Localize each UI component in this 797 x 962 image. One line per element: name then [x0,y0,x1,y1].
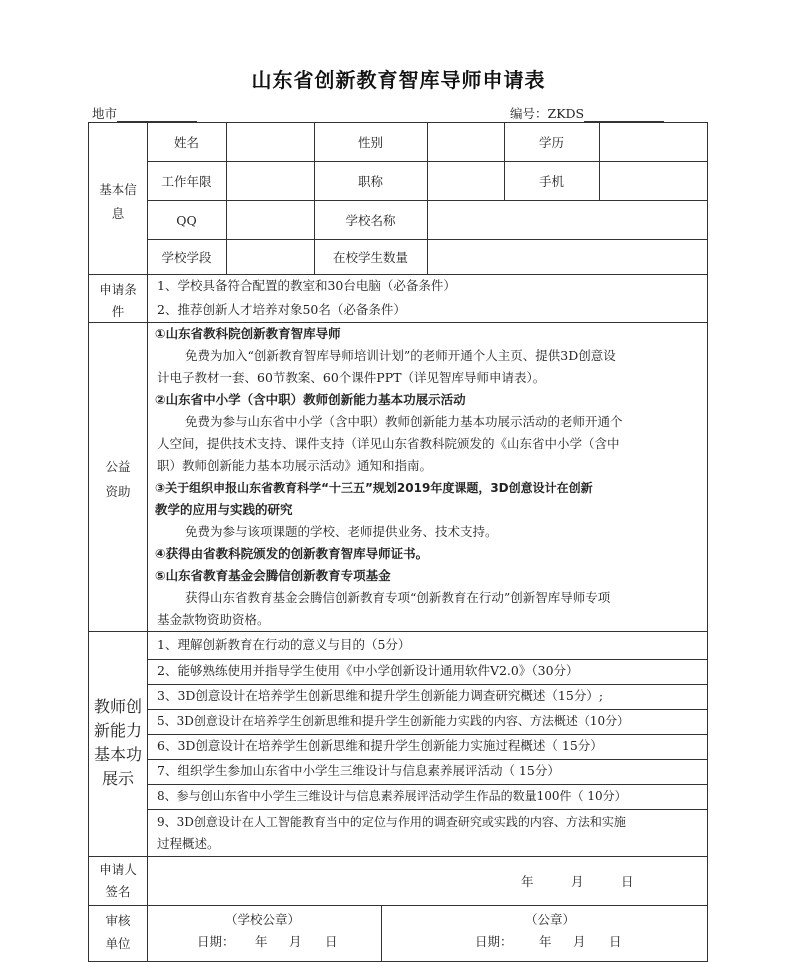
page-title: 山东省创新教育智库导师申请表 [251,68,546,92]
official-date-year: 年 [539,934,552,949]
skill-item: 3、3D创意设计在培养学生创新思维和提升学生创新能力调查研究概述（15分）; [157,688,604,703]
benefits-label-1: 公益 [105,459,131,474]
official-date-day: 日 [609,934,622,949]
serial-label: 编号： [510,106,548,121]
school-level-label: 学校学段 [161,250,212,265]
benefit-heading: ④获得由省教科院颁发的创新教育智库导师证书。 [155,546,429,561]
official-seal-label: （公章） [525,912,576,927]
benefit-heading: 教学的应用与实践的研究 [155,502,293,517]
benefit-line: 获得山东省教育基金会腾信创新教育专项“创新教育在行动”创新智库导师专项 [185,590,611,605]
condition-item: 1、学校具备符合配置的教室和30台电脑（必备条件） [157,278,456,293]
benefit-line: 基金款物资助资格。 [157,612,270,627]
serial-blank[interactable] [584,108,664,122]
skills-label-2: 新能力 [93,721,142,740]
signature-day: 日 [621,874,634,889]
benefit-line: 免费为参与该项课题的学校、老师提供业务、技术支持。 [185,524,498,539]
benefit-heading: ②山东省中小学（含中职）教师创新能力基本功展示活动 [155,392,466,407]
benefit-line: 职）教师创新能力基本功展示活动》通知和指南。 [157,458,433,473]
condition-item: 2、推荐创新人才培养对象50名（必备条件） [157,302,406,317]
phone-label: 手机 [538,174,564,189]
official-date-month: 月 [573,934,586,949]
school-name-label: 学校名称 [345,213,396,228]
skill-item: 9、3D创意设计在人工智能教育当中的定位与作用的调查研究或实践的内容、方法和实施 [157,815,626,829]
student-count-label: 在校学生数量 [332,250,408,265]
education-label: 学历 [538,135,564,150]
signature-year: 年 [521,874,534,889]
review-label-1: 审核 [105,913,131,928]
benefit-line: 人空间，提供技术支持、课件支持（详见山东省教科院颁发的《山东省中小学（含中 [157,436,620,451]
benefit-line: 免费为参与山东省中小学（含中职）教师创新能力基本功展示活动的老师开通个 [185,414,623,429]
school-seal-label: （学校公章） [225,912,301,927]
skill-item: 8、参与创山东省中小学生三维设计与信息素养展评活动学生作品的数量100件（ 10分） [157,789,627,803]
skill-item: 7、组织学生参加山东省中小学生三维设计与信息素养展评活动（ 15分） [157,763,560,778]
conditions-label-2: 件 [111,304,125,319]
benefit-heading: ③关于组织申报山东省教育科学“十三五”规划2019年度课题，3D创意设计在创新 [155,481,593,495]
review-label-2: 单位 [105,936,131,951]
school-date-month: 月 [289,934,302,949]
region-field[interactable] [92,104,197,122]
school-date-year: 年 [255,934,268,949]
signature-month: 月 [571,874,584,889]
skill-item: 1、理解创新教育在行动的意义与目的（5分） [157,637,411,652]
basic-info-label-1: 基本信 [99,182,137,197]
signature-label-2: 签名 [105,884,131,899]
school-date-label: 日期： [197,934,235,949]
school-date-day: 日 [325,934,338,949]
skill-item: 2、能够熟练使用并指导学生使用《中小学创新设计通用软件V2.0》（30分） [157,663,579,678]
official-date-label: 日期： [475,934,513,949]
skills-label-4: 展示 [101,769,134,788]
skill-item: 过程概述。 [157,836,220,851]
signature-label-1: 申请人 [99,862,137,877]
skills-label-1: 教师创 [93,697,142,716]
skill-item: 5、3D创意设计在培养学生创新思维和提升学生创新能力实践的内容、方法概述（10分） [157,714,630,728]
gender-label: 性别 [357,135,383,150]
name-label: 姓名 [173,135,199,150]
qq-label: QQ [176,213,197,228]
benefit-heading: ①山东省教科院创新教育智库导师 [155,326,341,341]
work-years-label: 工作年限 [161,174,212,189]
skill-item: 6、3D创意设计在培养学生创新思维和提升学生创新能力实施过程概述（ 15分） [157,738,603,753]
conditions-label-1: 申请条 [99,282,137,297]
serial-prefix: ZKDS [547,106,585,121]
region-blank[interactable] [117,108,197,122]
benefit-line: 免费为加入“创新教育智库导师培训计划”的老师开通个人主页、提供3D创意设 [185,348,616,363]
skills-label-3: 基本功 [93,745,142,764]
region-label: 地市 [92,106,118,121]
benefits-label-2: 资助 [105,484,131,499]
benefit-line: 计电子教材一套、60节教案、60个课件PPT（详见智库导师申请表）。 [157,370,546,385]
application-form-table [88,122,708,962]
benefit-heading: ⑤山东省教育基金会腾信创新教育专项基金 [155,568,391,583]
basic-info-label-2: 息 [111,206,125,221]
serial-field[interactable] [510,104,664,122]
title-rank-label: 职称 [357,174,383,189]
